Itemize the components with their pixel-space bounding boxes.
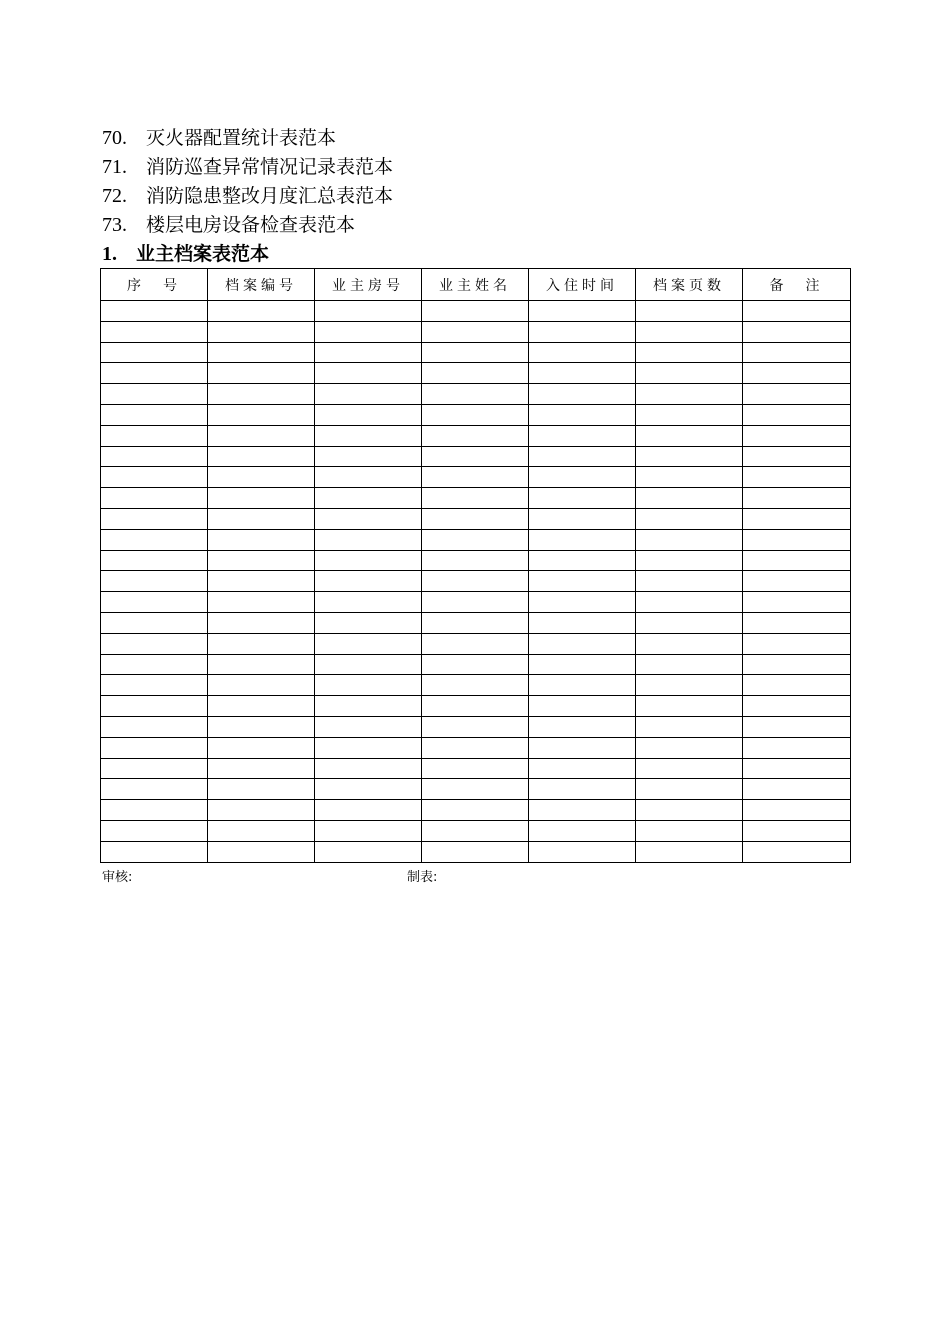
table-cell [529,779,636,800]
table-cell [529,446,636,467]
table-cell [422,342,529,363]
table-cell [743,529,851,550]
table-cell [208,841,315,862]
table-row [101,716,851,737]
table-cell [208,633,315,654]
table-cell [315,321,422,342]
toc-item-number: 73. [102,214,127,236]
table-cell [101,363,208,384]
table-cell [743,841,851,862]
table-cell [208,779,315,800]
toc-item-number: 72. [102,185,127,207]
table-cell [636,342,743,363]
table-cell [743,446,851,467]
table-cell [101,592,208,613]
table-cell [636,363,743,384]
table-cell [101,425,208,446]
table-cell [636,301,743,322]
table-cell [315,675,422,696]
table-cell [422,716,529,737]
table-cell [422,404,529,425]
table-cell [101,758,208,779]
table-row [101,342,851,363]
table-cell [208,737,315,758]
table-cell [208,550,315,571]
table-row [101,820,851,841]
table-cell [208,654,315,675]
table-cell [529,654,636,675]
toc-item [102,153,393,182]
table-cell [422,363,529,384]
table-cell [636,529,743,550]
table-cell [101,841,208,862]
table-cell [636,571,743,592]
table-cell [529,529,636,550]
table-row [101,404,851,425]
table-cell [743,301,851,322]
table-cell [743,550,851,571]
table-cell [636,654,743,675]
table-cell [422,820,529,841]
table-cell [315,571,422,592]
toc-item-title: 消防隐患整改月度汇总表范本 [146,185,394,207]
table-row [101,841,851,862]
table-cell [422,467,529,488]
table-cell [529,737,636,758]
toc-item-title: 楼层电房设备检查表范本 [146,214,356,236]
table-cell [422,758,529,779]
table-cell [422,654,529,675]
table-cell [315,737,422,758]
table-cell [743,592,851,613]
table-cell [208,301,315,322]
table-row [101,467,851,488]
table-cell [636,612,743,633]
table-cell [636,841,743,862]
table-cell [636,633,743,654]
table-row [101,675,851,696]
column-header-page-count: 档案页数 [636,269,743,301]
table-cell [529,633,636,654]
table-row [101,592,851,613]
table-cell [208,592,315,613]
table-cell [636,508,743,529]
table-row [101,550,851,571]
table-cell [422,508,529,529]
table-cell [315,800,422,821]
table-cell [422,633,529,654]
table-cell [208,696,315,717]
table-row [101,508,851,529]
table-row [101,800,851,821]
table-cell [208,425,315,446]
table-cell [529,321,636,342]
table-cell [529,592,636,613]
table-cell [529,301,636,322]
table-cell [422,841,529,862]
table-cell [101,488,208,509]
toc-item [102,211,393,240]
table-cell [422,592,529,613]
table-cell [208,321,315,342]
table-cell [743,612,851,633]
table-cell [636,758,743,779]
table-cell [422,612,529,633]
table-cell [636,696,743,717]
table-cell [315,508,422,529]
table-cell [529,612,636,633]
table-cell [743,342,851,363]
column-header-move-in-date: 入住时间 [529,269,636,301]
table-cell [315,550,422,571]
table-cell [208,508,315,529]
table-cell [208,529,315,550]
table-cell [422,571,529,592]
maker-label: 制表: [407,870,438,885]
table-cell [101,779,208,800]
table-cell [422,550,529,571]
table-cell [422,779,529,800]
table-header-row [101,269,851,301]
table-cell [101,800,208,821]
section-title-text: 业主档案表范本 [136,243,270,265]
table-cell [636,716,743,737]
table-cell [101,571,208,592]
table-cell [315,779,422,800]
table-cell [208,820,315,841]
table-cell [101,508,208,529]
table-cell [743,488,851,509]
table-cell [636,550,743,571]
table-cell [743,425,851,446]
table-cell [315,633,422,654]
owner-archive-table [100,268,851,863]
table-body [101,301,851,863]
table-cell [743,384,851,405]
table-cell [208,612,315,633]
table-cell [315,716,422,737]
table-cell [743,758,851,779]
table-cell [315,841,422,862]
table-cell [529,841,636,862]
table-cell [636,425,743,446]
table-cell [636,779,743,800]
table-cell [422,425,529,446]
table-cell [529,571,636,592]
toc-item-title: 消防巡查异常情况记录表范本 [146,156,394,178]
table-cell [101,529,208,550]
table-cell [101,696,208,717]
table-cell [422,301,529,322]
table-cell [208,675,315,696]
table-cell [101,820,208,841]
table-row [101,321,851,342]
table-cell [101,321,208,342]
table-cell [422,675,529,696]
table-cell [743,800,851,821]
table-cell [743,467,851,488]
table-cell [422,384,529,405]
section-title [102,240,269,268]
table-cell [315,612,422,633]
table-row [101,363,851,384]
table-cell [743,363,851,384]
table-cell [743,633,851,654]
table-cell [422,446,529,467]
table-cell [208,716,315,737]
table-cell [315,467,422,488]
table-cell [315,363,422,384]
table-row [101,425,851,446]
table-cell [208,384,315,405]
toc-item-title: 灭火器配置统计表范本 [146,127,337,149]
table-cell [208,363,315,384]
table-cell [315,384,422,405]
table-cell [101,467,208,488]
table-cell [743,404,851,425]
table-cell [208,488,315,509]
table-cell [636,446,743,467]
table-cell [636,675,743,696]
table-cell [422,696,529,717]
table-cell [101,404,208,425]
table-cell [422,488,529,509]
table-cell [208,342,315,363]
table-cell [315,446,422,467]
toc-item-number: 70. [102,127,127,149]
table-cell [101,446,208,467]
table-cell [743,696,851,717]
section-number: 1. [102,243,117,265]
table-cell [636,384,743,405]
column-header-remarks: 备 注 [743,269,851,301]
table-cell [529,758,636,779]
table-cell [101,654,208,675]
table-row [101,654,851,675]
table-row [101,779,851,800]
table-cell [529,675,636,696]
table-cell [636,737,743,758]
table-row [101,633,851,654]
table-cell [529,550,636,571]
table-cell [743,654,851,675]
table-cell [315,404,422,425]
column-header-owner-name: 业主姓名 [422,269,529,301]
table-cell [101,716,208,737]
table-cell [315,425,422,446]
table-cell [529,342,636,363]
table-cell [315,758,422,779]
table-cell [529,384,636,405]
table-cell [636,488,743,509]
table-cell [529,696,636,717]
table-cell [101,633,208,654]
table-cell [743,737,851,758]
table-cell [208,467,315,488]
table-cell [422,321,529,342]
table-cell [101,675,208,696]
table-cell [529,363,636,384]
table-cell [422,737,529,758]
table-cell [743,716,851,737]
table-cell [636,467,743,488]
table-cell [636,321,743,342]
table-cell [315,820,422,841]
table-row [101,446,851,467]
table-cell [315,654,422,675]
table-cell [315,592,422,613]
table-row [101,758,851,779]
table-cell [422,800,529,821]
table-row [101,384,851,405]
table-cell [101,301,208,322]
table-row [101,737,851,758]
table-cell [208,571,315,592]
table-cell [743,675,851,696]
toc-item [102,124,393,153]
table-row [101,301,851,322]
table-cell [315,301,422,322]
table-cell [315,488,422,509]
column-header-serial: 序 号 [101,269,208,301]
table-cell [529,800,636,821]
table-row [101,529,851,550]
table-cell [529,716,636,737]
table-cell [208,800,315,821]
table-cell [315,696,422,717]
table-cell [743,321,851,342]
table-cell [315,342,422,363]
table-cell [315,529,422,550]
table-cell [208,404,315,425]
toc-list [102,124,393,240]
table-cell [636,800,743,821]
table-cell [208,446,315,467]
table-cell [101,737,208,758]
table-cell [529,467,636,488]
table-cell [529,820,636,841]
table-cell [101,612,208,633]
column-header-archive-no: 档案编号 [208,269,315,301]
table-cell [636,404,743,425]
table-cell [101,550,208,571]
table-cell [101,384,208,405]
table-cell [636,820,743,841]
toc-item-number: 71. [102,156,127,178]
table-cell [743,820,851,841]
table-cell [743,508,851,529]
table-row [101,571,851,592]
table-cell [743,779,851,800]
column-header-room-no: 业主房号 [315,269,422,301]
review-label: 审核: [102,870,133,885]
table-cell [422,529,529,550]
table-cell [529,425,636,446]
table-row [101,696,851,717]
table-row [101,488,851,509]
table-cell [529,508,636,529]
toc-item [102,182,393,211]
table-cell [208,758,315,779]
table-cell [743,571,851,592]
table-row [101,612,851,633]
table-cell [101,342,208,363]
table-cell [636,592,743,613]
table-cell [529,488,636,509]
table-cell [529,404,636,425]
